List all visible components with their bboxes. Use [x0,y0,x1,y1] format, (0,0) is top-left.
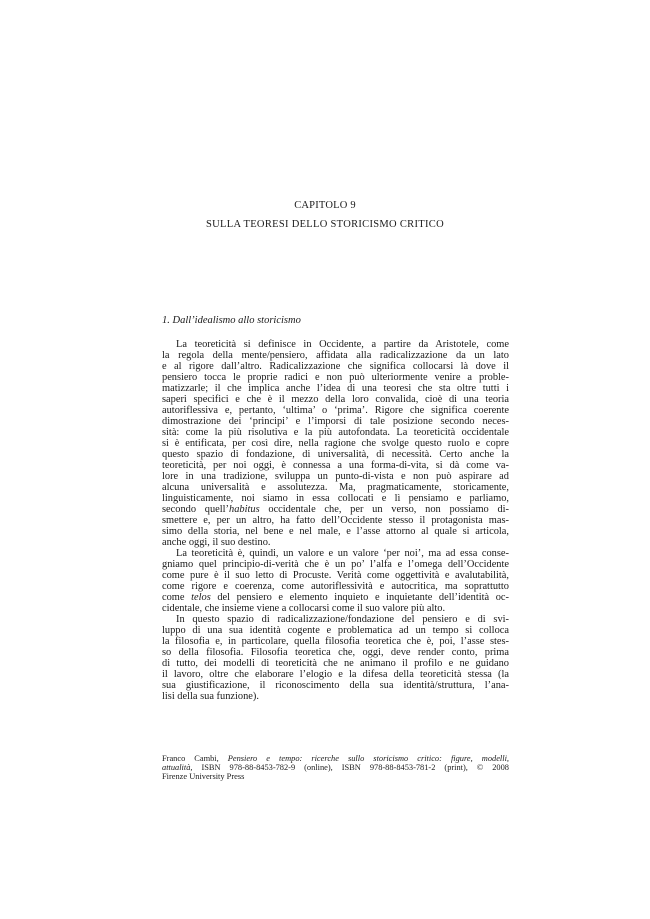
italic-term: telos [191,592,211,603]
paragraph-line: La teoreticità è, quindi, un valore e un valore ‘per noi’, ma ad essa conse- [176,548,509,559]
paragraph-line: sità: come la più risolutiva e la più autofondata. La teoreticità occidentale [162,427,509,438]
footnote-author: Franco Cambi, [162,754,228,763]
paragraph-line: questo spazio di fondazione, di universalità, di necessità. Certo anche la [162,449,509,460]
paragraph-line: luppo di una sua identità cogente e problematica ad un tempo si colloca [162,625,509,636]
text-segment: del pensiero e elemento inquieto e inquietante dell’identità oc- [210,592,509,603]
text-segment: secondo quell’ [162,504,230,515]
paragraph-line: In questo spazio di radicalizzazione/fondazione del pensiero e di svi- [176,614,509,625]
chapter-label: CAPITOLO 9 [294,200,356,211]
paragraph-line: anche oggi, il suo destino. [162,537,271,548]
text-segment: occidentale che, per un verso, non possiamo di- [259,504,509,515]
paragraph-line: smettere e, per un altro, ha fatto dell’Occidente stesso il protagonista mas- [162,515,509,526]
body-text [162,339,509,702]
footnote-isbn: , ISBN 978-88-8453-782-9 (online), ISBN 978-88-8453-781-2 (print), © 2008 [190,762,509,772]
footnote-book-title: Pensiero e tempo: ricerche sullo storicismo critico: figure, modelli, [227,754,509,763]
paragraph-line: cidentale, che insieme viene a collocarsi come il suo valore più alto. [162,603,446,614]
paragraph-line [162,504,509,515]
paragraph-line: pensiero tocca le proprie radici e non può ulteriormente venire a proble- [162,372,509,383]
paragraph-line: lisi della sua funzione). [162,691,259,702]
text-segment: come [162,592,192,603]
paragraph-line: come pure è il suo letto di Procuste. Verità come oggettività e avalutabilità, [162,570,509,581]
paragraph-line: gniamo quel principio-di-verità che è un po’ l’alfa e l’omega dell’Occidente [162,559,509,570]
paragraph-line: so della filosofia. Filosofia teoretica che, oggi, deve render conto, prima [162,647,509,658]
paragraph-line: saperi specifici e che è il mezzo della loro convalida, cioè di una teoria [162,394,509,405]
paragraph-line [162,592,509,603]
paragraph-line: si è entificata, per così dire, nella ragione che svolge questo ruolo e copre [162,438,509,449]
footnote-citation [162,755,509,781]
paragraph-line: autoriflessiva e, pertanto, ‘ultima’ o ‘prima’. Rigore che significa coerente [162,405,509,416]
section-heading: 1. Dall’idealismo allo storicismo [162,315,301,326]
paragraph-line: di tutto, dei modelli di teoreticità che ne animano il profilo e ne guidano [162,658,509,669]
paragraph-line: e al rigore dall’altro. Radicalizzazione che significa collocarsi là dove il [162,361,509,372]
paragraph-line: linguisticamente, noi siamo in essa collocati e lì pensiamo e parliamo, [162,493,509,504]
paragraph-line: lore in una tradizione, sviluppa un punto-di-vista e non può aspirare ad [162,471,509,482]
paragraph-line: dimostrazione dei ‘principi’ e l’imporsi di tale posizione secondo neces- [162,416,509,427]
paragraph-line: il lavoro, oltre che elaborare l’elogio e la difesa della teoreticità stessa (la [162,669,509,680]
paragraph-line: la regola della mente/pensiero, affidata alla radicalizzazione da un lato [162,350,509,361]
paragraph-line: matizzarle; il che implica anche l’idea di una teoresi che sta oltre tutti i [162,383,509,394]
paragraph-line: teoreticità, per noi oggi, è connessa a una forma-di-vita, si dà come va- [162,460,509,471]
footnote-book-title-cont: attualità [162,762,191,772]
paragraph-line: la filosofia e, in particolare, quella filosofia teoretica che è, poi, l’asse stes- [162,636,509,647]
paragraph-line: come rigore e coerenza, come autoriflessività e autocritica, ma soprattutto [162,581,509,592]
paragraph-line: sua giustificazione, il riconoscimento della sua identità/struttura, l’ana- [162,680,509,691]
paragraph-line: simo della storia, nel bene e nel male, e l’asse attorno al quale si articola, [162,526,509,537]
italic-term: habitus [229,504,260,515]
paragraph-line: alcuna universalità e assolutezza. Ma, pragmaticamente, storicamente, [162,482,509,493]
paragraph-line: La teoreticità si definisce in Occidente, a partire da Aristotele, come [176,339,509,350]
chapter-title: SULLA TEORESI DELLO STORICISMO CRITICO [206,219,444,230]
footnote-publisher: Firenze University Press [162,771,245,781]
